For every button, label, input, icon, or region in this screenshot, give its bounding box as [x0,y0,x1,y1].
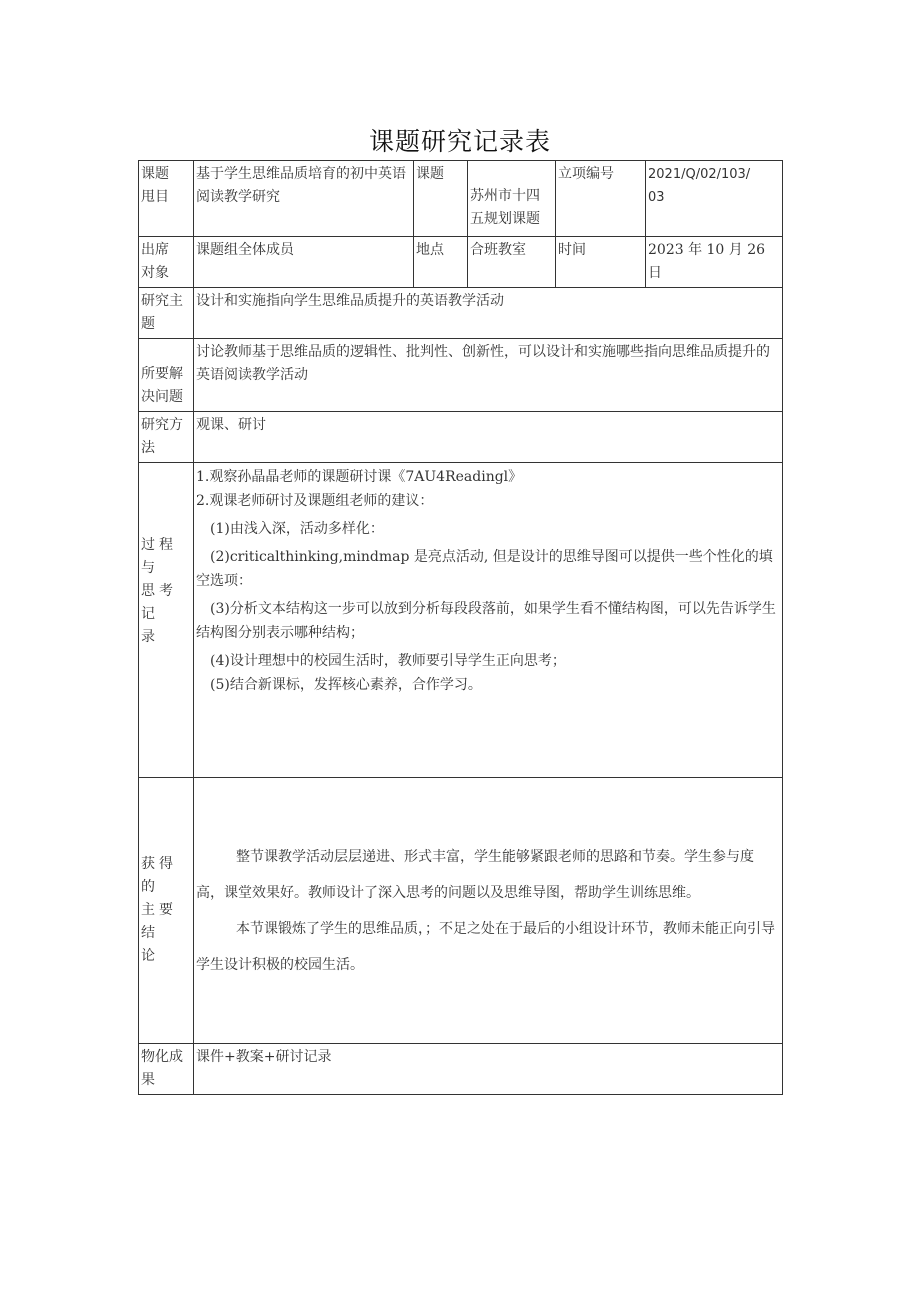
time-value: 2023 年 10 月 26 日 [646,237,783,288]
location-value: 合班教室 [468,237,556,288]
method-label: 研究方 法 [139,412,194,463]
theme-value: 设计和实施指向学生思维品质提升的英语教学活动 [194,288,783,339]
page-title: 课题研究记录表 [368,127,551,156]
category-value: 苏州市十四五规划课题 [468,161,556,237]
time-label: 时间 [556,237,646,288]
topic-label-text: 课题 甩目 [141,166,169,205]
conclusion-content [194,778,783,1044]
process-line: 2.观课老师研讨及课题组老师的建议： [196,493,434,509]
row-process [139,463,783,778]
project-no-label: 立项编号 [556,161,646,237]
row-method [139,412,783,463]
attendees-value: 课题组全体成员 [194,237,414,288]
process-line: (5)结合新课标，发挥核心素养，合作学习。 [210,677,482,693]
location-label: 地点 [414,237,468,288]
topic-label [139,161,194,237]
process-label: 过程与 思考记 录 [139,463,194,778]
result-label: 物化成 果 [139,1044,194,1095]
row-attendees [139,237,783,288]
result-value: 课件+教案+研讨记录 [194,1044,783,1095]
problem-value: 讨论教师基于思维品质的逻辑性、批判性、创新性，可以设计和实施哪些指向思维品质提升的英语阅读教学活动 [194,339,783,412]
conclusion-label: 获得的 主要结 论 [139,778,194,1044]
method-value: 观课、研讨 [194,412,783,463]
row-theme [139,288,783,339]
process-line: (1)由浅入深，活动多样化： [210,521,384,537]
conclusion-paragraph: 整节课教学活动层层递进、形式丰富，学生能够紧跟老师的思路和节奏。学生参与度高，课堂效果好。教师设计了深入思考的问题以及思维导图，帮助学生训练思维。 [196,848,754,901]
process-line: (2)criticalthinking,mindmap 是亮点活动, 但是设计的思维导图可以提供一些个性化的填空选项： [196,549,773,589]
row-problem [139,339,783,412]
theme-label: 研究主 题 [139,288,194,339]
process-line: 1.观察孙晶晶老师的课题研讨课《7AU4Readingl》 [196,469,523,485]
record-table [138,160,783,1095]
process-line: (3)分析文本结构这一步可以放到分析每段段落前，如果学生看不懂结构图，可以先告诉学生结构图分别表示哪种结构； [196,601,776,641]
row-topic [139,161,783,237]
row-result [139,1044,783,1095]
row-conclusion [139,778,783,1044]
project-no-value: 2021/Q/02/103/ 03 [646,161,783,237]
attendees-label: 出席 对象 [139,237,194,288]
topic-value: 基于学生思维品质培育的初中英语阅读教学研究 [194,161,414,237]
category-label: 课题 [414,161,468,237]
problem-label: 所要解 决问题 [139,339,194,412]
process-line: (4)设计理想中的校园生活时，教师要引导学生正向思考； [210,653,566,669]
process-record [194,463,783,778]
conclusion-paragraph: 本节课锻炼了学生的思维品质，；不足之处在于最后的小组设计环节，教师未能正向引导学生设计积极的校园生活。 [196,920,775,973]
